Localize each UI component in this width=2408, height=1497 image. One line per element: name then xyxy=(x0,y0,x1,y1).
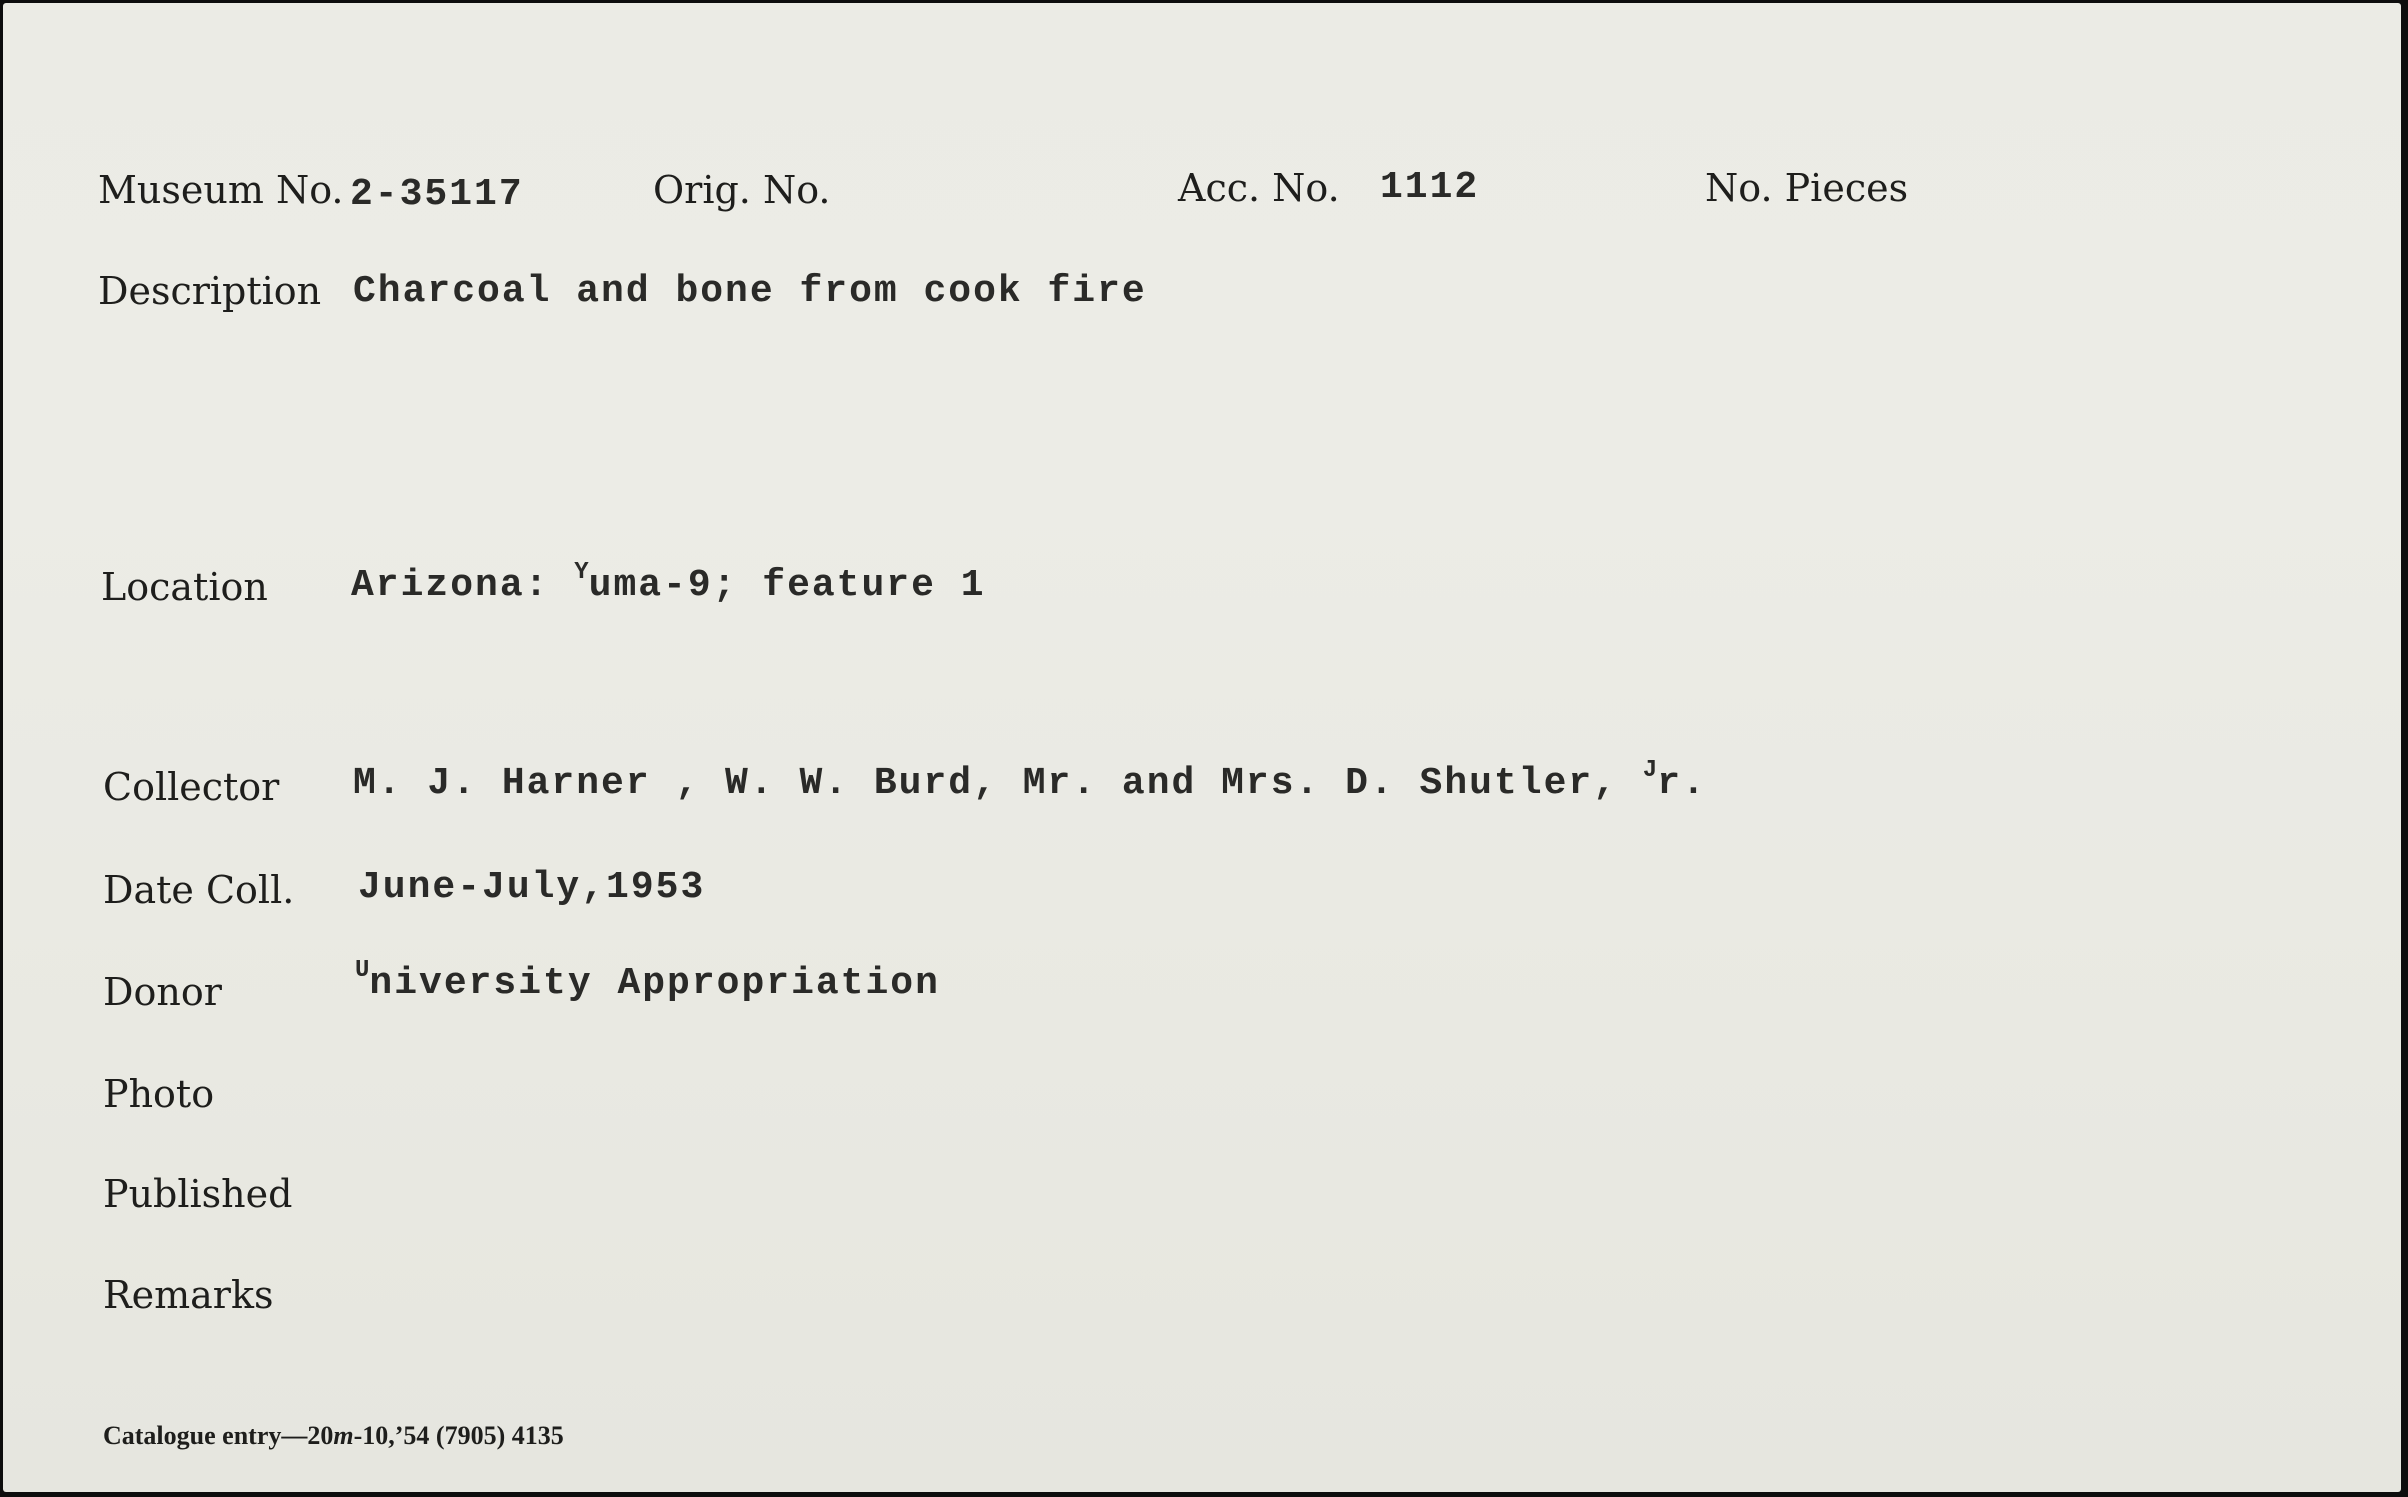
catalogue-entry-footer: Catalogue entry—20m-10,’54 (7905) 4135 xyxy=(103,1421,564,1450)
location-label: Location xyxy=(101,565,268,609)
collector-label: Collector xyxy=(103,765,280,809)
museum-no-label: Museum No. xyxy=(98,168,344,212)
date-coll-label: Date Coll. xyxy=(103,868,295,912)
published-label: Published xyxy=(103,1172,293,1216)
museum-no-value: 2-35117 xyxy=(350,173,524,216)
description-value: Charcoal and bone from cook fire xyxy=(353,270,1147,313)
description-label: Description xyxy=(98,269,322,313)
photo-label: Photo xyxy=(103,1072,215,1116)
catalogue-card xyxy=(3,3,2401,1492)
date-coll-value: June-July,1953 xyxy=(358,866,706,909)
location-value: Arizona: $^Y$uma-9; feature 1 xyxy=(351,559,986,607)
remarks-label: Remarks xyxy=(103,1273,274,1317)
acc-no-label: Acc. No. xyxy=(1178,166,1340,210)
collector-value: M. J. Harner , W. W. Burd, Mr. and Mrs. D. Shutler, $^J$r. xyxy=(353,757,1707,805)
donor-label: Donor xyxy=(103,970,222,1014)
acc-no-value: 1112 xyxy=(1380,166,1480,209)
no-pieces-label: No. Pieces xyxy=(1705,166,1909,210)
donor-value: $^U$niversity Appropriation xyxy=(355,957,940,1005)
orig-no-label: Orig. No. xyxy=(653,168,831,212)
